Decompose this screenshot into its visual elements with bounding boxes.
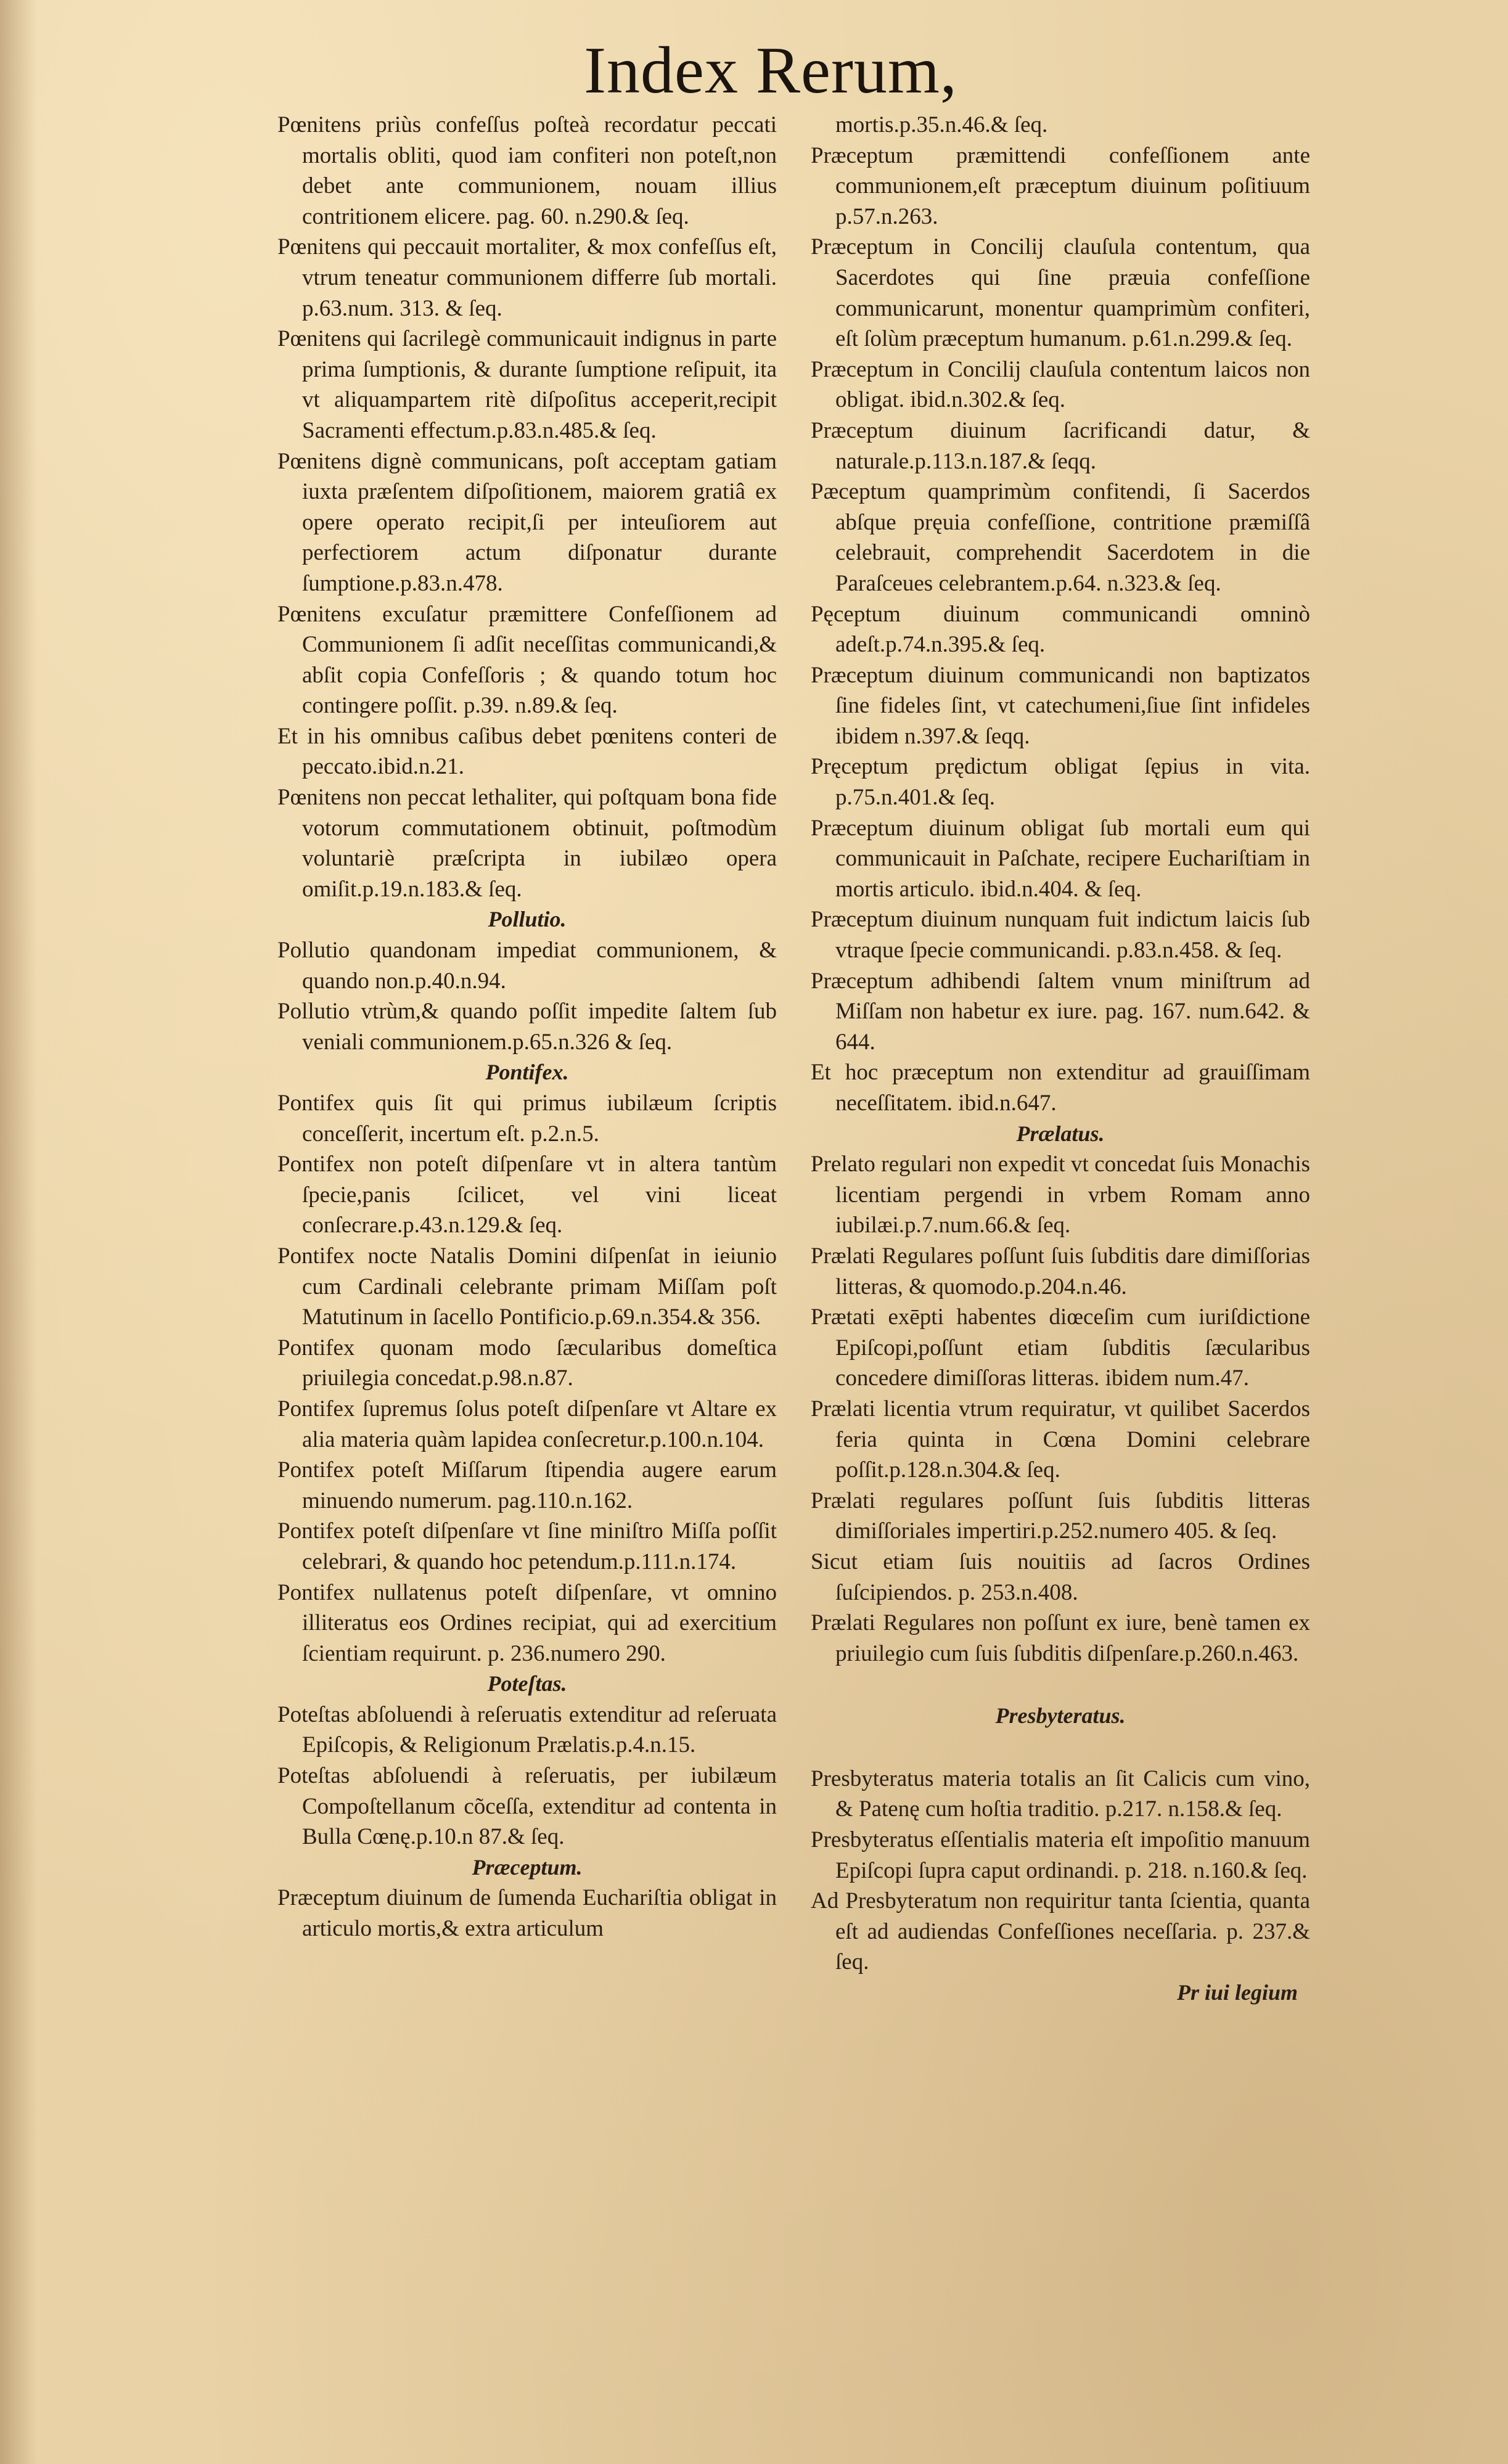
index-entry: Pollutio quandonam impediat communionem, & quando non.p.40.n.94.: [277, 938, 777, 994]
index-entry: Pollutio vtrùm,& quando poſſit impedite ſaltem ſub veniali communionem.p.65.n.326 & ſeq.: [277, 999, 777, 1055]
index-entry: Præceptum adhibendi ſaltem vnum miniſtrum ad Miſſam non habetur ex iure. pag. 167. num.642. & 644.: [811, 968, 1310, 1055]
index-entry: Prelato regulari non expedit vt concedat ſuis Monachis licentiam pergendi in vrbem Romam anno iubilæi.p.7.num.66.& ſeq.: [811, 1152, 1310, 1238]
index-entry: Præceptum diuinum communicandi non baptizatos ſine fideles ſint, vt catechumeni,ſiue ſint infideles ibidem n.397.& ſeqq.: [811, 662, 1310, 749]
index-entry: Et in his omnibus caſibus debet pœnitens conteri de peccato.ibid.n.21.: [277, 723, 777, 780]
index-entry: Pontifex quis ſit qui primus iubilæum ſcriptis conceſſerit, incertum eſt. p.2.n.5.: [277, 1091, 777, 1147]
index-entry: Prætati exēpti habentes diœceſim cum iuriſdictione Epiſcopi,poſſunt etiam ſubditis ſæcularibus concedere dimiſſoras litteras. ibidem num.47.: [811, 1304, 1310, 1391]
index-entry: Pœnitens dignè communicans, poſt acceptam gatiam iuxta præſentem diſpoſitionem, maiorem gratiâ ex opere operato recipit,ſi per inteuſiorem aut perfectiorem actum diſponatur durante ſumptione.p.83.n.478.: [277, 448, 777, 596]
index-entry: Pœnitens excuſatur præmittere Confeſſionem ad Communionem ſi adſit neceſſitas communicandi,& abſit copia Confeſſoris ; & quando totum hoc contingere poſſit. p.39. n.89.& ſeq.: [277, 601, 777, 719]
page-edge-shadow: [0, 0, 37, 2464]
index-entry: Ad Presbyteratum non requiritur tanta ſcientia, quanta eſt ad audiendas Confeſſiones neceſſaria. p. 237.& ſeq.: [811, 1888, 1310, 1975]
section-spacer: [811, 1669, 1310, 1701]
right-index-column: [811, 110, 1310, 2008]
index-entry: Prælati Regulares poſſunt ſuis ſubditis dare dimiſſorias litteras, & quomodo.p.204.n.46.: [811, 1243, 1310, 1300]
index-entry: Prælati Regulares non poſſunt ex iure, benè tamen ex priuilegio cum ſuis ſubditis diſpenſare.p.260.n.463.: [811, 1610, 1310, 1666]
section-heading: Presbyteratus.: [995, 1703, 1126, 1729]
catchword: Pr iui legium: [1176, 1980, 1298, 2005]
left-index-column: [277, 110, 777, 1944]
index-entry: Poteſtas abſoluendi à reſeruatis, per iubilæum Compoſtellanum cõceſſa, extenditur ad contenta in Bulla Cœnę.p.10.n 87.& ſeq.: [277, 1763, 777, 1850]
index-entry: Pontifex nullatenus poteſt diſpenſare, vt omnino illiteratus eos Ordines recipiat, qui ad exercitium ſcientiam requirunt. p. 236.numero 290.: [277, 1579, 777, 1666]
index-entry: Presbyteratus materia totalis an ſit Calicis cum vino, & Patenę cum hoſtia traditio. p.217. n.158.& ſeq.: [811, 1766, 1310, 1822]
index-entry: Pontifex non poteſt diſpenſare vt in altera tantùm ſpecie,panis ſcilicet, vel vini liceat conſecrare.p.43.n.129.& ſeq.: [277, 1152, 777, 1238]
index-entry: Pontifex poteſt Miſſarum ſtipendia augere earum minuendo numerum. pag.110.n.162.: [277, 1457, 777, 1513]
index-entry: Prælati regulares poſſunt ſuis ſubditis litteras dimiſſoriales impertiri.p.252.numero 405. & ſeq.: [811, 1488, 1310, 1544]
index-entry: Pontifex poteſt diſpenſare vt ſine miniſtro Miſſa poſſit celebrari, & quando hoc petendum.p.111.n.174.: [277, 1518, 777, 1574]
entry-continuation: mortis.p.35.n.46.& ſeq.: [835, 112, 1048, 137]
index-entry: Præceptum præmittendi confeſſionem ante communionem,eſt præceptum diuinum poſitiuum p.57.n.263.: [811, 142, 1310, 229]
index-entry: Pœnitens non peccat lethaliter, qui poſtquam bona fide votorum commutationem obtinuit, poſtmodùm voluntariè præſcripta in iubilæo opera omiſit.p.19.n.183.& ſeq.: [277, 785, 777, 902]
index-entry: Præceptum diuinum ſacrificandi datur, & naturale.p.113.n.187.& ſeqq.: [811, 417, 1310, 474]
index-entry: Prælati licentia vtrum requiratur, vt quilibet Sacerdos feria quinta in Cœna Domini celebrare poſſit.p.128.n.304.& ſeq.: [811, 1396, 1310, 1483]
index-entry: Præceptum in Concilij clauſula contentum, qua Sacerdotes qui ſine præuia confeſſione communicarunt, monentur quamprimùm confiteri, eſt ſolùm præceptum humanum. p.61.n.299.& ſeq.: [811, 234, 1310, 352]
index-entry: Pontifex quonam modo ſæcularibus domeſtica priuilegia concedat.p.98.n.87.: [277, 1335, 777, 1391]
index-entry: Pontifex ſupremus ſolus poteſt diſpenſare vt Altare ex alia materia quàm lapidea conſecretur.p.100.n.104.: [277, 1396, 777, 1452]
section-heading: Præceptum.: [472, 1854, 583, 1880]
index-entry: Pæceptum quamprimùm confitendi, ſi Sacerdos abſque pręuia confeſſione, contritione præmiſſâ celebrauit, comprehendit Sacerdotem in die Paraſceues celebrantem.p.64. n.323.& ſeq.: [811, 479, 1310, 596]
section-heading: Pollutio.: [488, 907, 567, 932]
section-spacer: [811, 1732, 1310, 1764]
index-entry: Pœnitens qui peccauit mortaliter, & mox confeſſus eſt, vtrum teneatur communionem differre ſub mortali. p.63.num. 313. & ſeq.: [277, 234, 777, 321]
index-entry: Pontifex nocte Natalis Domini diſpenſat in ieiunio cum Cardinali celebrante primam Miſſam poſt Matutinum in ſacello Pontificio.p.69.n.354.& 356.: [277, 1243, 777, 1330]
index-entry: Præceptum diuinum obligat ſub mortali eum qui communicauit in Paſchate, recipere Euchariſtiam in mortis articulo. ibid.n.404. & ſeq.: [811, 815, 1310, 902]
index-entry: Pœnitens qui ſacrilegè communicauit indignus in parte prima ſumptionis, & durante ſumptione reſipuit, ita vt aliquampartem ritè diſpoſitus acceperit,recipit Sacramenti effectum.p.83.n.485.& ſeq.: [277, 326, 777, 443]
index-entry: Præceptum diuinum de ſumenda Euchariſtia obligat in articulo mortis,& extra articulum: [277, 1885, 777, 1942]
index-entry: Presbyteratus eſſentialis materia eſt impoſitio manuum Epiſcopi ſupra caput ordinandi. p. 218. n.160.& ſeq.: [811, 1827, 1310, 1883]
section-heading: Pontifex.: [485, 1060, 569, 1085]
index-entry: Sicut etiam ſuis nouitiis ad ſacros Ordines ſuſcipiendos. p. 253.n.408.: [811, 1549, 1310, 1605]
index-entry: Pęceptum diuinum communicandi omninò adeſt.p.74.n.395.& ſeq.: [811, 601, 1310, 658]
section-heading: Prælatus.: [1016, 1121, 1105, 1146]
page-title: Index Rerum,: [584, 34, 957, 107]
index-entry: Pręceptum prędictum obligat ſępius in vita. p.75.n.401.& ſeq.: [811, 754, 1310, 811]
index-entry: Præceptum diuinum nunquam fuit indictum laicis ſub vtraque ſpecie communicandi. p.83.n.458. & ſeq.: [811, 907, 1310, 964]
index-entry: Poteſtas abſoluendi à reſeruatis extenditur ad reſeruata Epiſcopis, & Religionum Prælatis.p.4.n.15.: [277, 1701, 777, 1758]
section-heading: Poteſtas.: [487, 1671, 567, 1697]
index-entry: Et hoc præceptum non extenditur ad grauiſſimam neceſſitatem. ibid.n.647.: [811, 1060, 1310, 1116]
index-entry: Pœnitens priùs confeſſus poſteà recordatur peccati mortalis obliti, quod iam confiteri non poteſt,non debet ante communionem, nouam illius contritionem elicere. pag. 60. n.290.& ſeq.: [277, 112, 777, 229]
index-entry: Præceptum in Concilij clauſula contentum laicos non obligat. ibid.n.302.& ſeq.: [811, 356, 1310, 413]
